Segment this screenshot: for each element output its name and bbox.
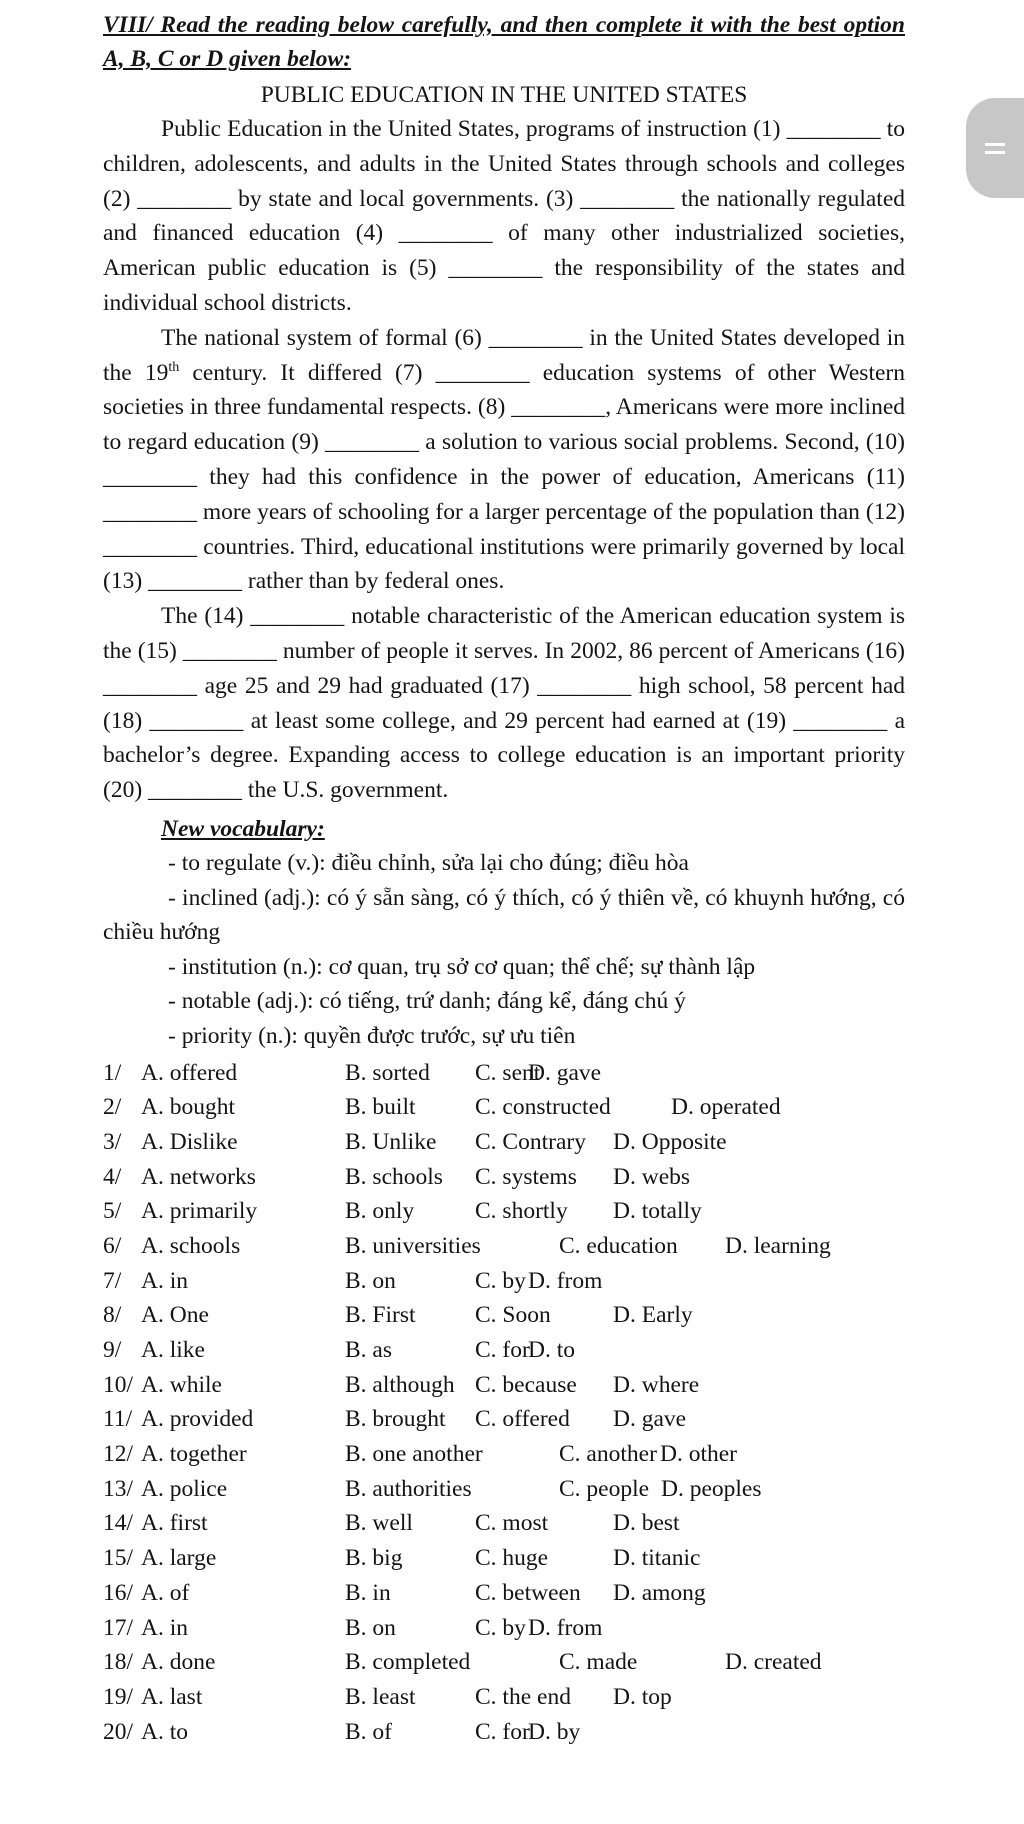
option-d: D. gave — [613, 1406, 687, 1433]
question-row — [103, 1472, 905, 1507]
option-b: B. only — [345, 1198, 415, 1225]
option-a: A. while — [141, 1371, 222, 1398]
question-number: 6/ — [103, 1232, 122, 1259]
option-a: A. of — [141, 1579, 190, 1606]
vocabulary-item: - priority (n.): quyền được trước, sự ưu tiên — [168, 1022, 576, 1049]
question-row — [103, 1229, 905, 1264]
vocabulary-item: - institution (n.): cơ quan, trụ sở cơ quan; thể chế; sự thành lập — [168, 953, 756, 980]
option-c: C. the end — [475, 1683, 571, 1710]
question-row — [103, 1333, 905, 1368]
option-b: B. although — [345, 1371, 455, 1398]
question-number: 11/ — [103, 1406, 133, 1433]
passage-title: PUBLIC EDUCATION IN THE UNITED STATES — [260, 82, 748, 108]
option-d: D. from — [528, 1267, 603, 1294]
option-d: D. by — [528, 1718, 581, 1745]
option-d: D. to — [528, 1337, 575, 1363]
question-number: 19/ — [103, 1683, 134, 1710]
question-row — [103, 1611, 905, 1646]
passage-paragraph-3: The (14) ________ notable characteristic of the American education system is the (15) ________ number of people it serves. In 2002, 86 percent of Americans (16) ________ age 25 and 29 had graduated (17) ________ high school, 58 percent had (18) ________ at least some college, and 29 percent had earned at (19) ________ a bachelor’s degree. Expanding access to college education is an important priority (20) ________ the U.S. government. — [103, 603, 905, 804]
option-b: B. of — [345, 1718, 392, 1745]
option-d: D. created — [725, 1649, 822, 1676]
vocabulary-heading: New vocabulary: — [161, 815, 325, 842]
option-a: A. police — [141, 1475, 228, 1502]
option-c: C. by — [475, 1614, 526, 1641]
option-a: A. in — [141, 1267, 188, 1294]
question-number: 15/ — [103, 1545, 134, 1572]
option-b: B. Unlike — [345, 1128, 437, 1155]
option-a: A. bought — [141, 1094, 235, 1121]
option-c: C. by — [475, 1267, 526, 1294]
option-c: C. most — [475, 1510, 549, 1537]
option-a: A. to — [141, 1718, 188, 1745]
question-number: 9/ — [103, 1337, 122, 1363]
passage-paragraph-1: Public Education in the United States, programs of instruction (1) ________ to children, adolescents, and adults in the United States through schools and colleges (2) ________ by state and local governments. (3) ________ the nationally regulated and financed education (4) ________ of many other industrialized societies, American public education is (5) ________ the responsibility of the states and individual school districts. — [103, 116, 905, 316]
option-b: B. on — [345, 1614, 396, 1641]
option-a: A. One — [141, 1302, 209, 1329]
passage-paragraph-2: The national system of formal (6) ________ in the United States developed in the 19th century. It differed (7) ________ education systems of other Western societies in three fundamental respects. (8) ________, Americans were more inclined to regard education (9) ________ a solution to various social problems. Second, (10) ________ they had this confidence in the power of education, Americans (11) ________ more years of schooling for a larger percentage of the population than (12) ________ countries. Third, educational institutions were primarily governed by local (13) ________ rather than by federal ones. — [103, 324, 905, 595]
option-a: A. like — [141, 1337, 205, 1363]
option-b: B. universities — [345, 1232, 481, 1259]
question-number: 17/ — [103, 1614, 134, 1641]
question-number: 1/ — [103, 1059, 122, 1086]
option-d: D. gave — [528, 1059, 602, 1086]
question-number: 2/ — [103, 1094, 122, 1121]
option-b: B. on — [345, 1267, 396, 1294]
option-a: A. done — [141, 1649, 216, 1676]
option-b: B. schools — [345, 1163, 443, 1190]
option-b: B. in — [345, 1579, 391, 1606]
option-b: B. First — [345, 1302, 416, 1329]
option-a: A. large — [141, 1545, 217, 1572]
option-a: A. primarily — [141, 1198, 258, 1225]
option-d: D. top — [613, 1683, 672, 1710]
option-b: B. least — [345, 1683, 416, 1710]
option-c: C. Contrary — [475, 1128, 586, 1155]
option-a: A. in — [141, 1614, 188, 1641]
option-c: C. for — [475, 1718, 530, 1745]
option-d: D. among — [613, 1579, 706, 1606]
option-d: D. totally — [613, 1198, 702, 1225]
option-d: D. from — [528, 1614, 603, 1641]
question-number: 20/ — [103, 1718, 134, 1745]
option-b: B. big — [345, 1545, 403, 1572]
option-c: C. offered — [475, 1406, 570, 1433]
option-a: A. offered — [141, 1059, 238, 1086]
option-c: C. between — [475, 1579, 581, 1606]
question-row — [103, 1541, 905, 1576]
question-list — [103, 1056, 905, 1750]
option-c: C. another — [559, 1441, 657, 1468]
question-row — [103, 1576, 905, 1611]
option-c: C. huge — [475, 1545, 549, 1572]
option-d: D. Opposite — [613, 1128, 727, 1155]
vocabulary-item: - inclined (adj.): có ý sẵn sàng, có ý thích, có ý thiên về, có khuynh hướng, có chiều hướng — [103, 884, 905, 946]
option-b: B. as — [345, 1337, 392, 1363]
option-c: C. Soon — [475, 1302, 551, 1329]
question-number: 3/ — [103, 1128, 122, 1155]
question-row — [103, 1298, 905, 1333]
question-row — [103, 1368, 905, 1403]
question-row — [103, 1437, 905, 1472]
option-c: C. people — [559, 1475, 650, 1502]
option-b: B. one another — [345, 1441, 483, 1468]
question-row — [103, 1194, 905, 1229]
document-page — [103, 0, 905, 1749]
question-row — [103, 1645, 905, 1680]
question-row — [103, 1056, 905, 1091]
option-b: B. built — [345, 1094, 416, 1121]
option-b: B. sorted — [345, 1059, 430, 1086]
question-row — [103, 1160, 905, 1195]
question-row — [103, 1402, 905, 1437]
option-a: A. first — [141, 1510, 208, 1537]
question-number: 18/ — [103, 1649, 134, 1676]
section-instruction: VIII/ Read the reading below carefully, and then complete it with the best option A, B, C or D given below: — [103, 12, 905, 72]
question-row — [103, 1715, 905, 1750]
option-b: B. authorities — [345, 1475, 472, 1502]
option-a: A. networks — [141, 1163, 256, 1190]
question-row — [103, 1506, 905, 1541]
option-a: A. together — [141, 1441, 247, 1468]
option-b: B. completed — [345, 1649, 471, 1676]
option-c: C. systems — [475, 1163, 577, 1190]
question-number: 8/ — [103, 1302, 122, 1329]
option-c: C. constructed — [475, 1094, 611, 1121]
option-c: C. education — [559, 1232, 678, 1259]
vocabulary-item: - notable (adj.): có tiếng, trứ danh; đáng kể, đáng chú ý — [168, 988, 686, 1015]
option-d: D. titanic — [613, 1545, 701, 1572]
question-number: 10/ — [103, 1371, 134, 1398]
handle-grip-icon — [985, 143, 1005, 146]
question-row — [103, 1264, 905, 1299]
option-d: D. operated — [671, 1094, 781, 1121]
option-a: A. provided — [141, 1406, 254, 1433]
question-number: 14/ — [103, 1510, 134, 1537]
question-number: 5/ — [103, 1198, 122, 1225]
option-d: D. other — [660, 1441, 738, 1468]
option-c: C. for — [475, 1337, 530, 1363]
option-d: D. peoples — [661, 1475, 762, 1502]
option-d: D. webs — [613, 1163, 691, 1190]
question-number: 4/ — [103, 1163, 122, 1190]
option-a: A. last — [141, 1683, 203, 1710]
option-b: B. well — [345, 1510, 413, 1537]
option-b: B. brought — [345, 1406, 446, 1433]
question-row — [103, 1680, 905, 1715]
scroll-handle[interactable] — [966, 98, 1024, 198]
question-row — [103, 1090, 905, 1125]
option-d: D. learning — [725, 1232, 831, 1259]
question-number: 13/ — [103, 1475, 134, 1502]
option-d: D. where — [613, 1371, 700, 1398]
handle-grip-icon — [985, 151, 1005, 154]
option-c: C. shortly — [475, 1198, 568, 1225]
question-number: 16/ — [103, 1579, 134, 1606]
option-d: D. best — [613, 1510, 680, 1537]
question-row — [103, 1125, 905, 1160]
question-number: 12/ — [103, 1441, 134, 1468]
option-c: C. because — [475, 1371, 577, 1398]
question-number: 7/ — [103, 1267, 122, 1294]
option-c: C. made — [559, 1649, 638, 1676]
option-a: A. schools — [141, 1232, 241, 1259]
option-c: C. sent — [475, 1059, 541, 1086]
option-d: D. Early — [613, 1302, 693, 1329]
vocabulary-item: - to regulate (v.): điều chỉnh, sửa lại cho đúng; điều hòa — [168, 849, 689, 876]
option-a: A. Dislike — [141, 1128, 238, 1155]
